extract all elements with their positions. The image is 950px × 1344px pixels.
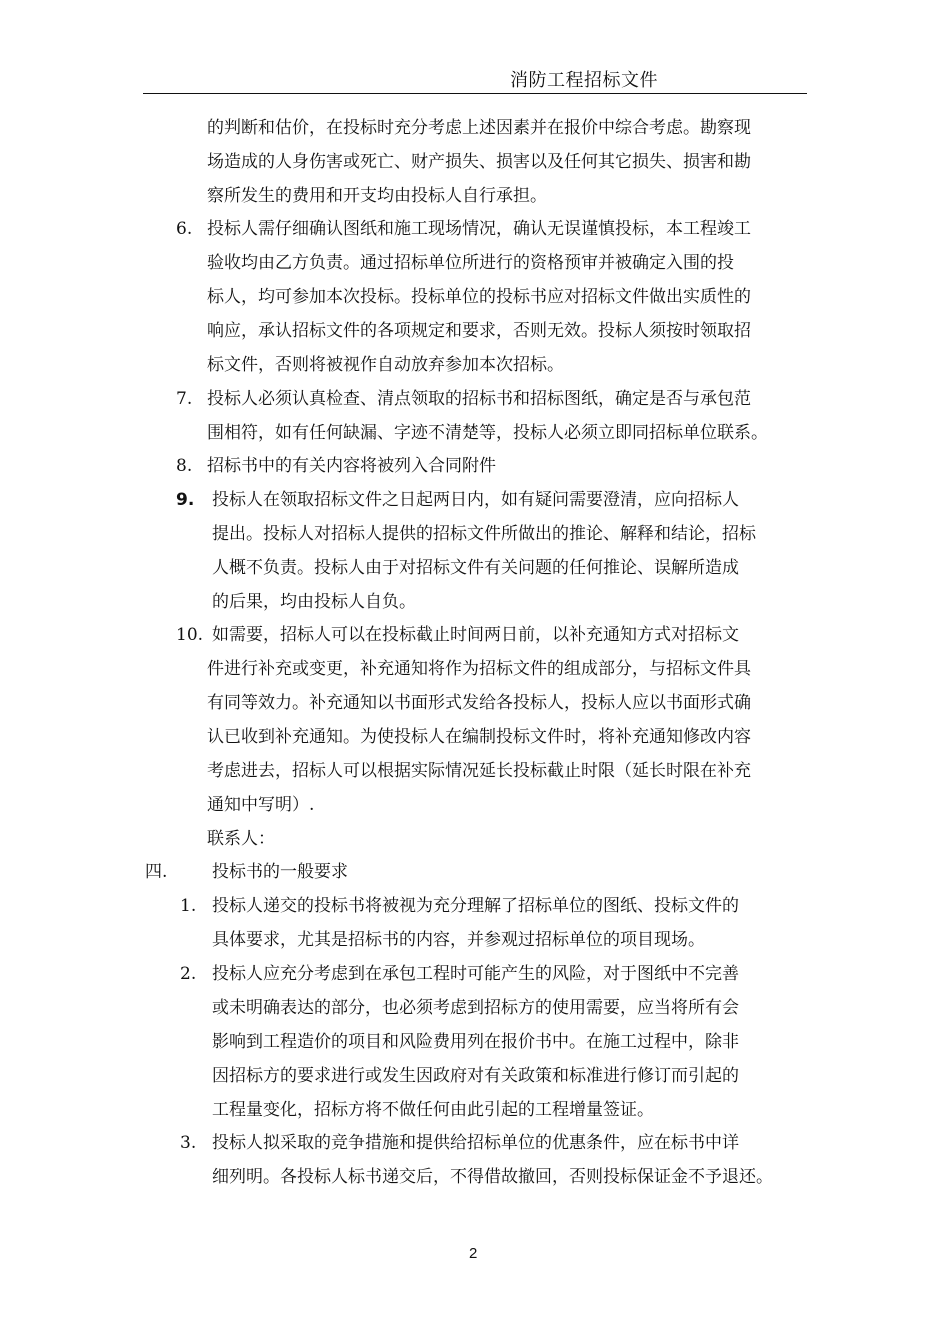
item-line: 标文件，否则将被视作自动放弃参加本次招标。 — [207, 355, 564, 375]
item-number: 10. — [176, 625, 204, 645]
item-line: 细列明。各投标人标书递交后，不得借故撤回，否则投标保证金不予退还。 — [212, 1167, 773, 1187]
item-line: 工程量变化，招标方将不做任何由此引起的工程增量签证。 — [212, 1100, 654, 1120]
contact-label: 联系人： — [207, 829, 275, 849]
item-line: 投标人在领取招标文件之日起两日内，如有疑问需要澄清，应向招标人 — [212, 490, 739, 510]
item-line: 投标人递交的投标书将被视为充分理解了招标单位的图纸、投标文件的 — [212, 896, 739, 916]
paragraph-line: 察所发生的费用和开支均由投标人自行承担。 — [207, 186, 547, 206]
item-number: 8. — [176, 456, 193, 476]
item-number: 6. — [176, 219, 193, 239]
item-number: 9. — [176, 490, 195, 510]
item-line: 因招标方的要求进行或发生因政府对有关政策和标准进行修订而引起的 — [212, 1066, 739, 1086]
page-header-title: 消防工程招标文件 — [510, 70, 658, 91]
item-line: 人概不负责。投标人由于对招标文件有关问题的任何推论、误解所造成 — [212, 558, 739, 578]
item-line: 影响到工程造价的项目和风险费用列在报价书中。在施工过程中，除非 — [212, 1032, 739, 1052]
item-line: 投标人拟采取的竞争措施和提供给招标单位的优惠条件，应在标书中详 — [212, 1133, 739, 1153]
item-number: 1. — [180, 896, 197, 916]
item-line: 具体要求，尤其是招标书的内容，并参观过招标单位的项目现场。 — [212, 930, 705, 950]
item-line: 验收均由乙方负责。通过招标单位所进行的资格预审并被确定入围的投 — [207, 253, 734, 273]
item-line: 响应，承认招标文件的各项规定和要求，否则无效。投标人须按时领取招 — [207, 321, 751, 341]
page-number: 2 — [469, 1245, 478, 1262]
item-line: 招标书中的有关内容将被列入合同附件 — [207, 456, 496, 476]
item-line: 如需要，招标人可以在投标截止时间两日前，以补充通知方式对招标文 — [212, 625, 739, 645]
item-line: 有同等效力。补充通知以书面形式发给各投标人，投标人应以书面形式确 — [207, 693, 751, 713]
item-line: 认已收到补充通知。为使投标人在编制投标文件时，将补充通知修改内容 — [207, 727, 751, 747]
item-line: 考虑进去，招标人可以根据实际情况延长投标截止时限（延长时限在补充 — [207, 761, 751, 781]
section-number: 四. — [145, 862, 168, 882]
paragraph-line: 场造成的人身伤害或死亡、财产损失、损害以及任何其它损失、损害和勘 — [207, 152, 751, 172]
item-line: 通知中写明）. — [207, 795, 315, 815]
item-line: 投标人必须认真检查、清点领取的招标书和招标图纸，确定是否与承包范 — [207, 389, 751, 409]
item-line: 投标人需仔细确认图纸和施工现场情况，确认无误谨慎投标，本工程竣工 — [207, 219, 751, 239]
header-divider — [143, 93, 807, 94]
item-line: 围相符，如有任何缺漏、字迹不清楚等，投标人必须立即同招标单位联系。 — [207, 423, 768, 443]
item-number: 7. — [176, 389, 193, 409]
item-line: 投标人应充分考虑到在承包工程时可能产生的风险，对于图纸中不完善 — [212, 964, 739, 984]
item-line: 提出。投标人对招标人提供的招标文件所做出的推论、解释和结论，招标 — [212, 524, 756, 544]
item-line: 标人，均可参加本次投标。投标单位的投标书应对招标文件做出实质性的 — [207, 287, 751, 307]
item-line: 或未明确表达的部分，也必须考虑到招标方的使用需要，应当将所有会 — [212, 998, 739, 1018]
item-line: 件进行补充或变更，补充通知将作为招标文件的组成部分，与招标文件具 — [207, 659, 751, 679]
item-number: 3. — [180, 1133, 197, 1153]
paragraph-line: 的判断和估价，在投标时充分考虑上述因素并在报价中综合考虑。勘察现 — [207, 118, 751, 138]
item-line: 的后果，均由投标人自负。 — [212, 592, 416, 612]
item-number: 2. — [180, 964, 197, 984]
section-title: 投标书的一般要求 — [212, 862, 348, 882]
